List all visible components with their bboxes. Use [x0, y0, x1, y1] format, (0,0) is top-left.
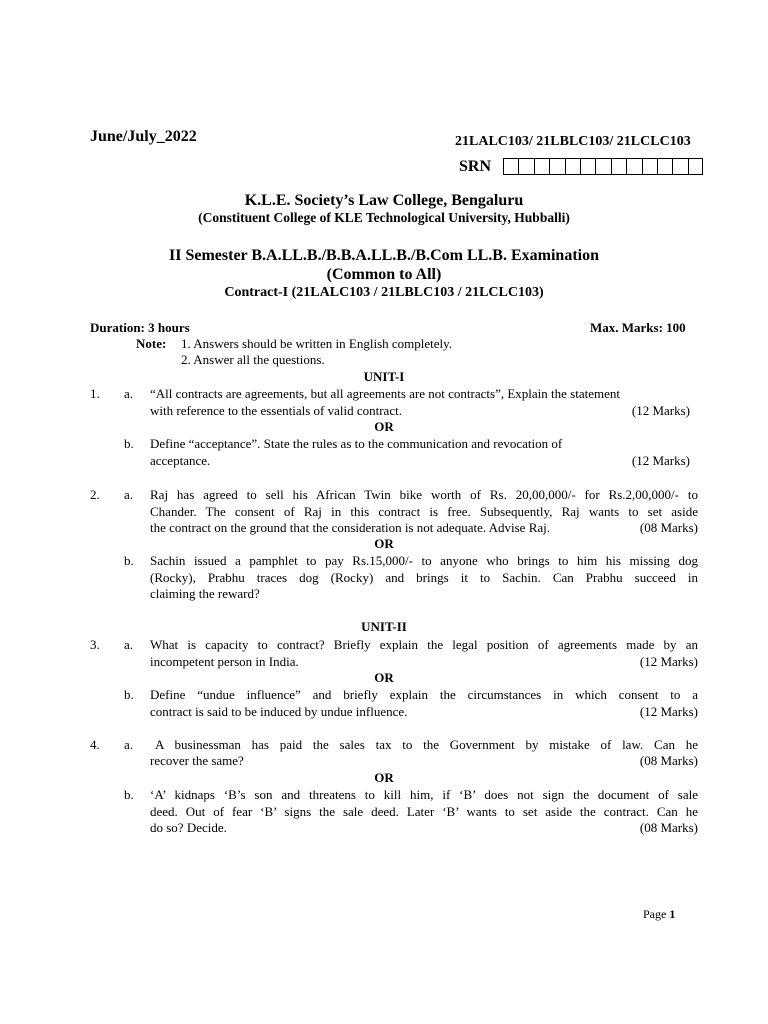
question-1a: “All contracts are agreements, but all agreements are not contracts”, Explain the statement with reference to the essentials of valid contract. (12 Marks)	[150, 386, 690, 418]
question-number: 3.	[90, 637, 100, 652]
or-separator: OR	[374, 770, 394, 785]
srn-boxes	[503, 158, 703, 175]
question-4a: A businessman has paid the sales tax to the Government by mistake of law. Can he	[155, 737, 698, 752]
question-3a: What is capacity to contract? Briefly explain the legal position of agreements made by an incompetent person in India. (12 Marks)	[150, 637, 698, 669]
question-2b: Sachin issued a pamphlet to pay Rs.15,000/- to anyone who brings to him his missing dog (Rocky), Prabhu traces dog (Rocky) and brings it to Sachin. Can Prabhu succeed in claiming the reward?	[150, 553, 698, 601]
question-4a-cont: recover the same? (08 Marks)	[150, 753, 698, 768]
page-label: Page	[643, 907, 667, 921]
sub-label: a.	[124, 487, 134, 502]
page-footer	[643, 907, 675, 922]
page-number: 1	[669, 907, 676, 921]
sub-label: b.	[124, 787, 134, 802]
sub-label: b.	[124, 553, 134, 568]
subject-line: Contract-I (21LALC103 / 21LBLC103 / 21LCLC103)	[224, 285, 544, 300]
or-separator: OR	[374, 536, 394, 551]
srn-label: SRN	[459, 158, 492, 175]
max-marks: Max. Marks: 100	[590, 320, 686, 335]
note-2: 2. Answer all the questions.	[181, 352, 325, 367]
unit-1-heading: UNIT-I	[363, 369, 405, 384]
sub-label: b.	[124, 687, 134, 702]
unit-2-heading: UNIT-II	[361, 619, 407, 634]
question-number: 4.	[90, 737, 100, 752]
note-1: 1. Answers should be written in English completely.	[181, 336, 453, 351]
question-3b: Define “undue influence” and briefly explain the circumstances in which consent to a contract is said to be induced by undue influence. (12 Marks)	[150, 687, 698, 719]
exam-session: June/July_2022	[90, 128, 197, 145]
sub-label: a.	[124, 386, 134, 401]
question-number: 2.	[90, 487, 100, 502]
or-separator: OR	[374, 419, 394, 434]
question-number: 1.	[90, 386, 100, 401]
common-line: (Common to All)	[326, 266, 442, 283]
question-4b: ‘A’ kidnaps ‘B’s son and threatens to kill him, if ‘B’ does not sign the document of sale deed. Out of fear ‘B’ signs the sale deed. Later ‘B’ wants to set aside the contract. Can he do so? Decide. (08 Marks)	[150, 787, 698, 835]
question-2a: Raj has agreed to sell his African Twin bike worth of Rs. 20,00,000/- for Rs.2,00,000/- to Chander. The consent of Raj in this contract is free. Subsequently, Raj wants to set aside the contract on the ground that the consideration is not adequate. Advise Raj. (08 Marks)	[150, 487, 698, 535]
duration: Duration: 3 hours	[90, 320, 190, 335]
exam-title: II Semester B.A.LL.B./B.B.A.LL.B./B.Com LL.B. Examination	[169, 247, 599, 264]
college-name: K.L.E. Society’s Law College, Bengaluru	[244, 192, 524, 209]
sub-label: a.	[124, 637, 134, 652]
question-1b: Define “acceptance”. State the rules as to the communication and revocation of acceptance. (12 Marks)	[150, 436, 690, 468]
or-separator: OR	[374, 670, 394, 685]
note-label: Note:	[136, 336, 167, 351]
sub-label: a.	[124, 737, 134, 752]
constituent-line: (Constituent College of KLE Technological University, Hubballi)	[198, 210, 570, 225]
course-codes: 21LALC103/ 21LBLC103/ 21LCLC103	[455, 134, 691, 149]
sub-label: b.	[124, 436, 134, 451]
